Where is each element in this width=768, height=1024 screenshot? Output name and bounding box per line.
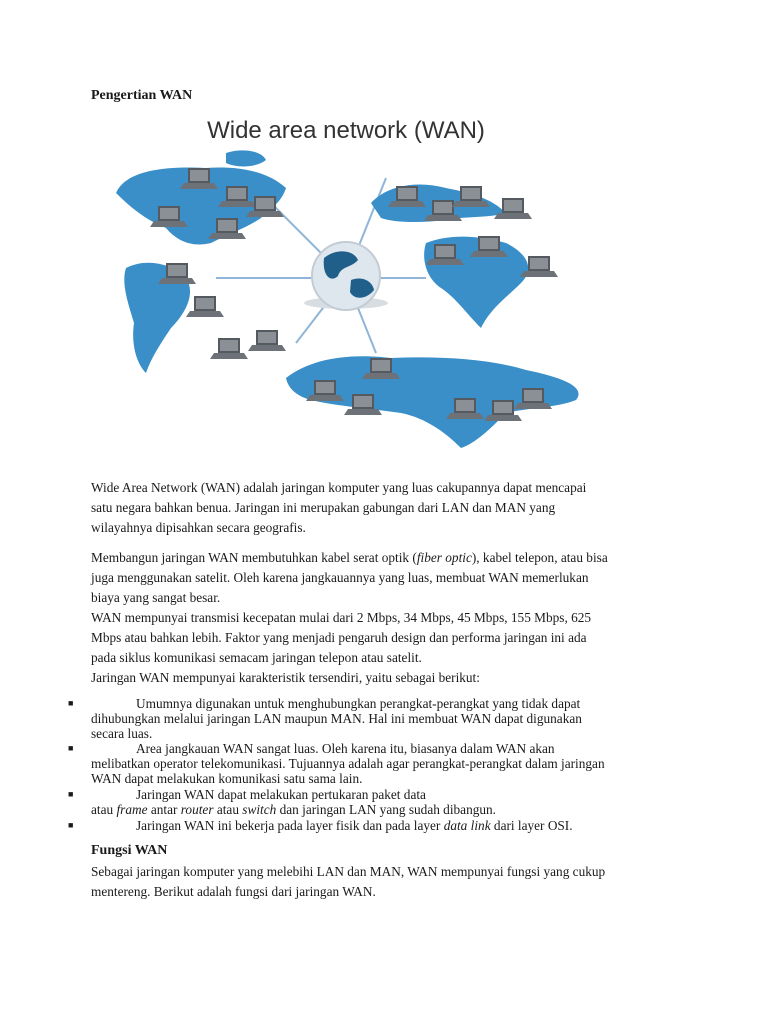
paragraph-function: [91, 862, 691, 902]
paragraph-infrastructure: [91, 548, 691, 688]
text-line: mentereng. Berikut adalah fungsi dari jaringan WAN.: [91, 884, 376, 899]
paragraph-definition: [91, 478, 691, 538]
bullet-square-icon: ■: [68, 820, 74, 830]
text-line: biaya yang sangat besar.: [91, 590, 221, 605]
text-line: Membangun jaringan WAN membutuhkan kabel serat optik (fiber optic), kabel telepon, atau bisa: [91, 550, 608, 565]
text-line: satu negara bahkan benua. Jaringan ini merupakan gabungan dari LAN dan MAN yang: [91, 500, 556, 515]
bullet-square-icon: ■: [68, 743, 74, 753]
text-line: Jaringan WAN mempunyai karakteristik tersendiri, yaitu sebagai berikut:: [91, 670, 480, 685]
figure-title: Wide area network (WAN): [207, 117, 485, 144]
heading-fungsi-wan: Fungsi WAN: [91, 843, 168, 858]
globe-icon: [304, 242, 388, 310]
laptop-icon: [210, 338, 248, 359]
text-line: WAN mempunyai transmisi kecepatan mulai dari 2 Mbps, 34 Mbps, 45 Mbps, 155 Mbps, 625: [91, 610, 592, 625]
text-line: wilayahnya dipisahkan secara geografis.: [91, 520, 306, 535]
bullet-square-icon: ■: [68, 698, 74, 708]
laptop-icon: [248, 330, 286, 351]
text-line: Mbps atau bahkan lebih. Faktor yang menjadi pengaruh design dan performa jaringan ini ada: [91, 630, 587, 645]
laptop-icon: [186, 296, 224, 317]
text-line: pada siklus komunikasi semacam jaringan telepon atau satelit.: [91, 650, 422, 665]
document-page: Pengertian WAN Wide area network (WAN) Wide Area Network (WAN) adalah jaringan komputer yang luas cakupannya dapat mencapai satu negara bahkan benua. Jaringan ini merupakan gabungan dari LAN dan MAN yang wilayahnya dipisahkan secara geografis. Membangun jaringan WAN membutuhkan kabel serat optik (fiber optic), kabel telepon, atau bisa juga menggunakan satelit. Oleh karena jangkauannya yang luas, membuat WAN memerlukan biaya yang sangat besar. WAN mempunyai transmisi kecepatan mulai dari 2 Mbps, 34 Mbps, 45 Mbps, 155 Mbps, 625 Mbps atau bahkan lebih. Faktor yang menjadi pengaruh design dan performa jaringan ini ada pada siklus komunikasi semacam jaringan telepon atau satelit. Jaringan WAN mempunyai karakteristik tersendiri, yaitu sebagai berikut: ■ Umumnya digunakan untuk menghubungkan perangkat-perangkat yang tidak dapat dihubungkan melalui jaringan LAN maupun MAN. Hal ini membuat WAN dapat digunakan secara luas. ■ Area jangkauan WAN sangat luas. Oleh karena itu, biasanya dalam WAN akan melibatkan operator telekomunikasi. Tujuannya adalah agar perangkat-perangkat dalam jaringan WAN dapat melakukan komunikasi satu sama lain. ■ Jaringan WAN dapat melakukan pertukaran paket data atau frame antar router atau switch dan jaringan LAN yang sudah dibangun. ■ Jaringan WAN ini bekerja pada layer fisik dan pada layer data link dari layer OSI. Fungsi WAN Sebagai jaringan komputer yang melebihi LAN dan MAN, WAN mempunyai fungsi yang cukup mentereng. Berikut adalah fungsi dari jaringan WAN.: [0, 0, 768, 1024]
greenland: [226, 150, 266, 166]
text-line: Sebagai jaringan komputer yang melebihi LAN dan MAN, WAN mempunyai fungsi yang cukup: [91, 864, 606, 879]
text-line: juga menggunakan satelit. Oleh karena jangkauannya yang luas, membuat WAN memerlukan: [91, 570, 589, 585]
heading-pengertian-wan: Pengertian WAN: [91, 88, 193, 103]
text-line: Wide Area Network (WAN) adalah jaringan komputer yang luas cakupannya dapat mencapai: [91, 480, 587, 495]
wan-illustration: [96, 108, 596, 458]
bullet-square-icon: ■: [68, 789, 74, 799]
wan-map-svg: [96, 108, 596, 458]
term-fiber-optic: fiber optic: [416, 550, 472, 565]
